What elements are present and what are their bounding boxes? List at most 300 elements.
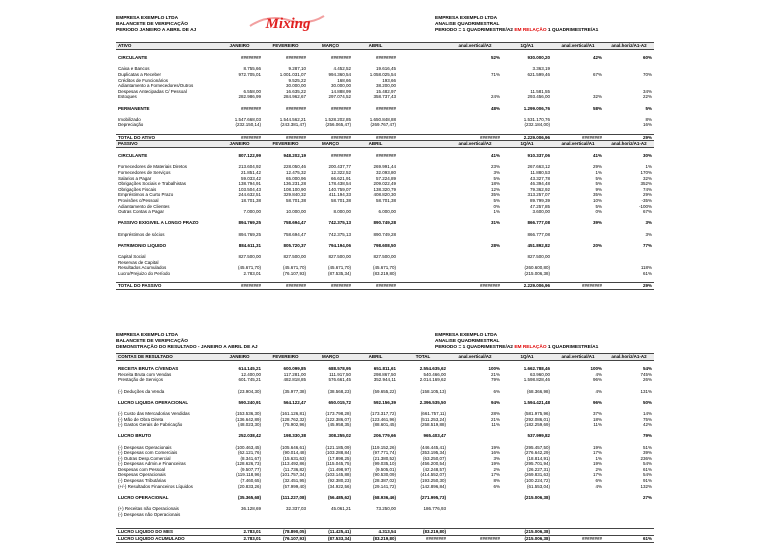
cell: (269.767,47): [370, 122, 396, 128]
cell: 108.100,90: [283, 186, 306, 192]
cell: 35%: [592, 192, 602, 198]
cell: ########: [448, 536, 502, 543]
cell: 91%: [642, 478, 652, 484]
cell: 293.456,00: [527, 94, 550, 100]
row-label: Fornecedores de Serviços: [118, 170, 171, 176]
cell: (28.387,02): [372, 478, 396, 484]
cell: 198.330,38: [283, 433, 306, 439]
row-label: Capital Social: [118, 253, 146, 259]
cell: 4.313,54: [353, 529, 398, 536]
cell: ########: [308, 134, 353, 141]
cell: ########: [552, 134, 604, 141]
cell: 103.504,43: [238, 186, 261, 192]
row-label: Salarios a Pagar: [118, 175, 152, 181]
cell: 2.554.635,62: [419, 366, 446, 372]
cell: 39%: [592, 220, 602, 226]
cell: (414.552,07): [420, 472, 446, 478]
cell: 7.000,00: [243, 209, 261, 215]
cell: (215.006,38): [524, 270, 550, 276]
analysis-company: EMPRESA EXEMPLO LTDA: [435, 16, 498, 21]
cell: 15.482,97: [375, 88, 396, 94]
cell: 17%: [490, 472, 500, 478]
row-label: Fornecedores de Materiais Diretos: [118, 164, 188, 170]
cell: 742.375,13: [328, 231, 351, 237]
cell: 79%: [642, 433, 652, 439]
cell: 24%: [490, 94, 500, 100]
cell: 131%: [640, 388, 652, 394]
cell: 6.558,00: [243, 88, 261, 94]
cell: TOTAL: [398, 354, 448, 361]
row-label: Prestação de Serviços: [118, 377, 164, 383]
cell: 621.599,46: [527, 71, 550, 77]
cell: 1.299.006,76: [523, 105, 550, 111]
cell: 16%: [642, 122, 652, 128]
cell: 35%: [490, 192, 500, 198]
cell: FEVEREIRO: [263, 141, 308, 148]
cell: (119.152,26): [370, 444, 396, 450]
cell: 16.635,22: [285, 88, 306, 94]
cell: (121.185,09): [325, 444, 351, 450]
row-label: LUCRO LIQUIDO ACUMULADO: [116, 536, 216, 543]
row-label: (-) Despesas Operacionais: [118, 444, 172, 450]
cell: 1Q/A1: [502, 141, 552, 148]
cell: (193.250,30): [420, 478, 446, 484]
cell: 1%: [595, 170, 602, 176]
income-row: [116, 354, 654, 361]
cell: 19%: [592, 461, 602, 467]
income-statement-table: [116, 353, 654, 543]
balance-row: [116, 43, 654, 50]
cell: 269.991,44: [373, 164, 396, 170]
cell: 58.701,38: [375, 198, 396, 204]
cell: 58.701,38: [285, 198, 306, 204]
cell: ########: [308, 282, 353, 289]
cell: 132%: [640, 483, 652, 489]
cell: (61.553,04): [526, 483, 550, 489]
cell: 4%: [595, 371, 602, 377]
cell: (7.460,65): [240, 478, 261, 484]
cell: ########: [353, 282, 398, 289]
cell: (45.671,70): [237, 265, 261, 271]
cell: 170%: [640, 170, 652, 176]
cell: ########: [330, 153, 351, 159]
row-label: Provisões c/Pessoal: [118, 198, 159, 204]
row-label: (-) Despesas Admin.e Financeiras: [118, 461, 186, 467]
cell: 930.000,20: [527, 55, 550, 61]
cell: MARÇO: [308, 354, 353, 361]
cell: 4%: [595, 388, 602, 394]
row-label: Empréstimos de sócios: [118, 231, 165, 237]
cell: (295.457,50): [524, 444, 550, 450]
cell: 8%: [645, 116, 652, 122]
cell: 61%: [604, 536, 654, 543]
row-label: LUCRO LIQUIDO DO MES: [116, 529, 216, 536]
cell: 827.500,00: [283, 253, 306, 259]
cell: 12%: [490, 186, 500, 192]
row-label: (+) Receitas não Operacionais: [118, 506, 179, 512]
cell: (45.671,70): [372, 265, 396, 271]
cell: 31%: [490, 220, 500, 226]
cell: (45.671,70): [282, 265, 306, 271]
cell: 32%: [642, 175, 652, 181]
cell: 32%: [592, 94, 602, 100]
cell: 614.145,21: [238, 366, 261, 372]
cell: 178.438,54: [328, 181, 351, 187]
cell: 28%: [490, 410, 500, 416]
cell: (173.798,28): [325, 410, 351, 416]
cell: 42%: [642, 422, 652, 428]
cell: anal.vertical/A1: [552, 354, 604, 361]
income-header-right: [435, 333, 598, 351]
cell: 70%: [642, 71, 652, 77]
cell: (105.646,61): [280, 444, 306, 450]
cell: (90.014,48): [282, 450, 306, 456]
row-label: Duplicatas a Receber: [118, 71, 162, 77]
cell: 4.452,52: [333, 66, 351, 72]
cell: 26%: [642, 377, 652, 383]
cell: 948.202,19: [283, 153, 306, 159]
report-header-right: [435, 16, 598, 34]
row-label: Créditos de Funcionários: [118, 77, 169, 83]
cell: 54%: [642, 472, 652, 478]
report-title: BALANCETE DE VERIFICAÇÃO: [116, 339, 188, 344]
cell: 297.074,52: [328, 94, 351, 100]
cell: 1.531.170,76: [523, 116, 550, 122]
company-name: EMPRESA EXEMPLO LTDA: [116, 333, 179, 338]
cell: 63.960,00: [529, 371, 550, 377]
cell: (11.736,82): [283, 466, 306, 472]
cell: 17%: [592, 472, 602, 478]
cell: 352%: [640, 181, 652, 187]
cell: (353.195,34): [420, 450, 446, 456]
cell: 910.337,06: [527, 153, 550, 159]
row-label: LUCRO BRUTO: [118, 433, 152, 439]
cell: 12.322,52: [330, 170, 351, 176]
cell: 2.229.006,96: [502, 282, 552, 289]
cell: 67%: [592, 71, 602, 77]
cell: 651.811,61: [373, 366, 396, 372]
cell: 30.000,00: [330, 83, 351, 89]
cell: ########: [285, 105, 306, 111]
cell: 18%: [592, 416, 602, 422]
cell: (35.977,38): [282, 388, 306, 394]
analysis-period: PERIODO = 1 QUADRIMESTRE/A2 EM RELAÇÃO 1 QUADRIMESTRE/A1: [435, 28, 599, 33]
cell: 2.396.535,50: [419, 399, 446, 405]
cell: 807.122,99: [238, 153, 261, 159]
cell: 3%: [493, 170, 500, 176]
row-label: (-) Despesas com Comerciais: [118, 450, 178, 456]
cell: (119.118,96): [236, 472, 261, 478]
cell: ########: [216, 282, 263, 289]
cell: (99.035,10): [372, 461, 396, 467]
cell: (158.105,13): [420, 388, 446, 394]
cell: 209.022,49: [373, 181, 396, 187]
cell: 213.604,92: [238, 164, 261, 170]
cell: 18.701,38: [240, 198, 261, 204]
cell: 138.794,91: [238, 181, 261, 187]
cell: anal.vertical/A2: [448, 141, 502, 148]
cell: anal.horiz/A1-A2: [604, 43, 654, 50]
income-row: [116, 536, 654, 543]
cell: 11.880,53: [530, 170, 550, 176]
cell: (243.381,47): [280, 122, 306, 128]
cell: 14.888,99: [330, 88, 351, 94]
cell: 650.015,72: [328, 399, 351, 405]
cell: 308.255,02: [328, 433, 351, 439]
cell: 6.000,00: [378, 209, 396, 215]
cell: (215.006,38): [502, 536, 552, 543]
cell: 2.783,01: [243, 270, 261, 276]
cell: (456.200,54): [420, 461, 446, 467]
company-name: EMPRESA EXEMPLO LTDA: [116, 16, 179, 21]
cell: (17.898,25): [327, 455, 351, 461]
cell: (123.461,96): [370, 416, 396, 422]
cell: (56.485,62): [327, 494, 351, 500]
cell: 39%: [642, 450, 652, 456]
cell: 58.701,38: [330, 198, 351, 204]
cell: (661.757,11): [420, 410, 446, 416]
cell: 38.200,00: [375, 83, 396, 89]
cell: 11%: [491, 422, 500, 428]
cell: 6%: [595, 478, 602, 484]
report-period: DEMONSTRAÇÃO DO RESULTADO - JANEIRO A ABRIL DE AJ: [116, 345, 258, 350]
analysis-company: EMPRESA EXEMPLO LTDA: [435, 333, 498, 338]
cell: 73.250,00: [375, 506, 396, 512]
cell: (136.642,89): [235, 416, 261, 422]
cell: 32.337,03: [285, 506, 306, 512]
cell: 1.001.031,07: [279, 71, 306, 77]
cell: 79%: [490, 377, 500, 383]
cell: 890.749,28: [373, 220, 396, 226]
cell: (153.536,30): [235, 410, 261, 416]
cell: [448, 529, 502, 536]
cell: 138.320,79: [373, 186, 396, 192]
cell: (57.999,40): [282, 483, 306, 489]
cell: 3%: [645, 231, 652, 237]
cell: (101.757,34): [280, 472, 306, 478]
cell: 29%: [604, 134, 654, 141]
row-label: PASSIVO EXIGIVEL A LONGO PRAZO: [118, 220, 199, 226]
row-label: (-) Despesas Tributárias: [118, 478, 167, 484]
cell: 2%: [595, 466, 602, 472]
cell: (68.366,98): [526, 388, 550, 394]
cell: 590.240,91: [238, 399, 261, 405]
cell: 14%: [642, 410, 652, 416]
cell: (446.445,41): [420, 444, 446, 450]
cell: ########: [240, 55, 261, 61]
cell: (59.655,22): [372, 388, 396, 394]
cell: (78.890,05): [263, 529, 308, 536]
row-label: PERMANENTE: [118, 105, 150, 111]
row-label: Lucro/Prejuizo do Período: [118, 270, 171, 276]
cell: (128.762,32): [280, 416, 306, 422]
cell: (68.936,46): [372, 494, 396, 500]
cell: 117.281,00: [283, 371, 306, 377]
cell: 1.528.202,85: [324, 116, 351, 122]
cell: 1Q/A1: [502, 43, 552, 50]
cell: 19%: [490, 461, 500, 467]
cell: 74%: [642, 186, 652, 192]
cell: (35.365,68): [237, 494, 261, 500]
cell: 19.616,45: [375, 66, 396, 72]
cell: 100%: [488, 366, 500, 372]
cell: (15.631,63): [282, 455, 306, 461]
analysis-title: ANALISE QUADRIMESTRAL: [435, 22, 500, 27]
cell: (295.701,94): [524, 461, 550, 467]
cell: 94%: [490, 399, 500, 405]
row-label: PASSIVO: [116, 141, 216, 148]
cell: ########: [216, 134, 263, 141]
row-label: Empréstimos a Curto Prazo: [118, 192, 174, 198]
row-label: (-) Mão de Obra Direta: [118, 416, 164, 422]
cell: 329.840,32: [283, 192, 306, 198]
cell: (90.530,09): [372, 472, 396, 478]
cell: 890.749,28: [373, 231, 396, 237]
cell: -35%: [641, 198, 652, 204]
cell: 236%: [640, 455, 652, 461]
row-label: ATIVO: [116, 43, 216, 50]
cell: 21%: [490, 416, 500, 422]
cell: 8%: [493, 478, 500, 484]
cell: 1.594.421,48: [523, 399, 550, 405]
cell: 252.038,42: [238, 433, 261, 439]
income-header-left: [116, 333, 258, 351]
cell: 1.662.788,46: [523, 366, 550, 372]
cell: (34.922,56): [327, 483, 351, 489]
row-label: LUCRO LIQUIDA OPERACIONAL: [118, 399, 189, 405]
cell: 30.000,00: [285, 83, 306, 89]
cell: (88.601,45): [372, 422, 396, 428]
cell: 0%: [493, 203, 500, 209]
analysis-period: PERIODO = 1 QUADRIMESTRE/A2 EM RELAÇÃO 1 QUADRIMESTRE/A1: [435, 345, 599, 350]
cell: (100.463,45): [235, 444, 261, 450]
cell: 36.128,69: [240, 506, 261, 512]
cell: (83.219,80): [372, 270, 396, 276]
cell: (256.065,47): [325, 122, 351, 128]
cell: 45.061,21: [330, 506, 351, 512]
cell: 1.598.828,46: [523, 377, 550, 383]
cell: FEVEREIRO: [263, 354, 308, 361]
cell: 2.783,01: [216, 529, 263, 536]
cell: 2%: [493, 466, 500, 472]
cell: 758.694,47: [283, 231, 306, 237]
cell: 89.799,39: [529, 198, 550, 204]
cell: 894.769,25: [238, 231, 261, 237]
cell: 5%: [595, 175, 602, 181]
cell: 5%: [595, 203, 602, 209]
cell: 61%: [642, 466, 652, 472]
cell: 66.621,91: [330, 175, 351, 181]
cell: 2.783,01: [216, 536, 263, 543]
cell: (269.831,63): [524, 472, 550, 478]
report-title: BALANCETE DE VERIFICAÇÃO: [116, 22, 188, 27]
cell: (103.145,88): [325, 472, 351, 478]
cell: (232.150,14): [235, 122, 261, 128]
cell: (271.995,73): [420, 494, 446, 500]
cell: ########: [448, 282, 502, 289]
cell: ABRIL: [353, 141, 398, 148]
cell: 408.820,30: [373, 192, 396, 198]
cell: 5%: [595, 181, 602, 187]
cell: (232.184,00): [524, 122, 550, 128]
cell: anal.vertical/A2: [448, 354, 502, 361]
cell: (76.107,93): [263, 536, 308, 543]
cell: 12.475,32: [285, 170, 306, 176]
cell: 75%: [642, 416, 652, 422]
cell: 866.777,08: [527, 231, 550, 237]
cell: (215.006,38): [502, 529, 552, 536]
cell: 745%: [640, 371, 652, 377]
cell: (260.600,80): [524, 265, 550, 271]
cell: (45.958,35): [327, 422, 351, 428]
cell: 5%: [493, 175, 500, 181]
cell: (21.380,52): [372, 455, 396, 461]
cell: 65.000,96: [285, 175, 306, 181]
cell: (62.121,76): [237, 450, 261, 456]
cell: anal.horiz/A1-A2: [604, 354, 654, 361]
cell: (83.219,80): [398, 529, 448, 536]
cell: 200.437,77: [328, 164, 351, 170]
cell: (23.904,30): [237, 388, 261, 394]
cell: 11%: [593, 422, 602, 428]
cell: 537.999,82: [527, 433, 550, 439]
cell: (97.771,74): [372, 450, 396, 456]
cell: [398, 282, 448, 289]
cell: JANEIRO: [216, 141, 263, 148]
cell: 12.400,00: [240, 371, 261, 377]
report-period: PERIODO JANEIRO A ABRIL DE AJ: [116, 28, 197, 33]
cell: (26.227,31): [526, 466, 550, 472]
row-label: (-) Gastos Gerais de Fabricação: [118, 422, 183, 428]
cell: 28%: [490, 242, 500, 248]
cell: 592.156,39: [373, 399, 396, 405]
cell: 29%: [592, 164, 602, 170]
cell: (8.341,67): [240, 455, 261, 461]
cell: 37%: [592, 410, 602, 416]
cell: (29.141,72): [372, 483, 396, 489]
cell: 21%: [490, 371, 500, 377]
cell: 1.058.025,54: [369, 71, 396, 77]
cell: 3.600,00: [532, 209, 550, 215]
report-header-left: [116, 16, 196, 34]
cell: 1%: [595, 455, 602, 461]
cell: (63.250,07): [422, 455, 446, 461]
cell: 29%: [642, 192, 652, 198]
cell: (87.533,34): [308, 536, 353, 543]
cell: (11.425,41): [308, 529, 353, 536]
cell: (103.288,84): [325, 450, 351, 456]
row-label: TOTAL DO PASSIVO: [116, 282, 216, 289]
cell: (48.023,30): [237, 422, 261, 428]
cell: ########: [263, 282, 308, 289]
cell: (18.814,91): [526, 455, 550, 461]
row-label: Caixa e Bancos: [118, 66, 150, 72]
cell: 206.779,66: [373, 433, 396, 439]
row-label: Adiantamento de Clientes: [118, 203, 170, 209]
cell: 59.033,42: [240, 175, 261, 181]
cell: 34%: [642, 88, 652, 94]
row-label: Adiantamento a Fornecedores/Outros: [118, 83, 194, 89]
row-label: CONTAS DE RESULTADO: [116, 354, 216, 361]
cell: 17%: [592, 450, 602, 456]
cell: 1.650.848,88: [369, 116, 396, 122]
cell: 22%: [642, 94, 652, 100]
spreadsheet: [116, 16, 654, 541]
cell: 8.000,00: [333, 209, 351, 215]
cell: (76.107,93): [282, 270, 306, 276]
cell: 18%: [490, 181, 500, 187]
cell: 540.466,00: [423, 371, 446, 377]
